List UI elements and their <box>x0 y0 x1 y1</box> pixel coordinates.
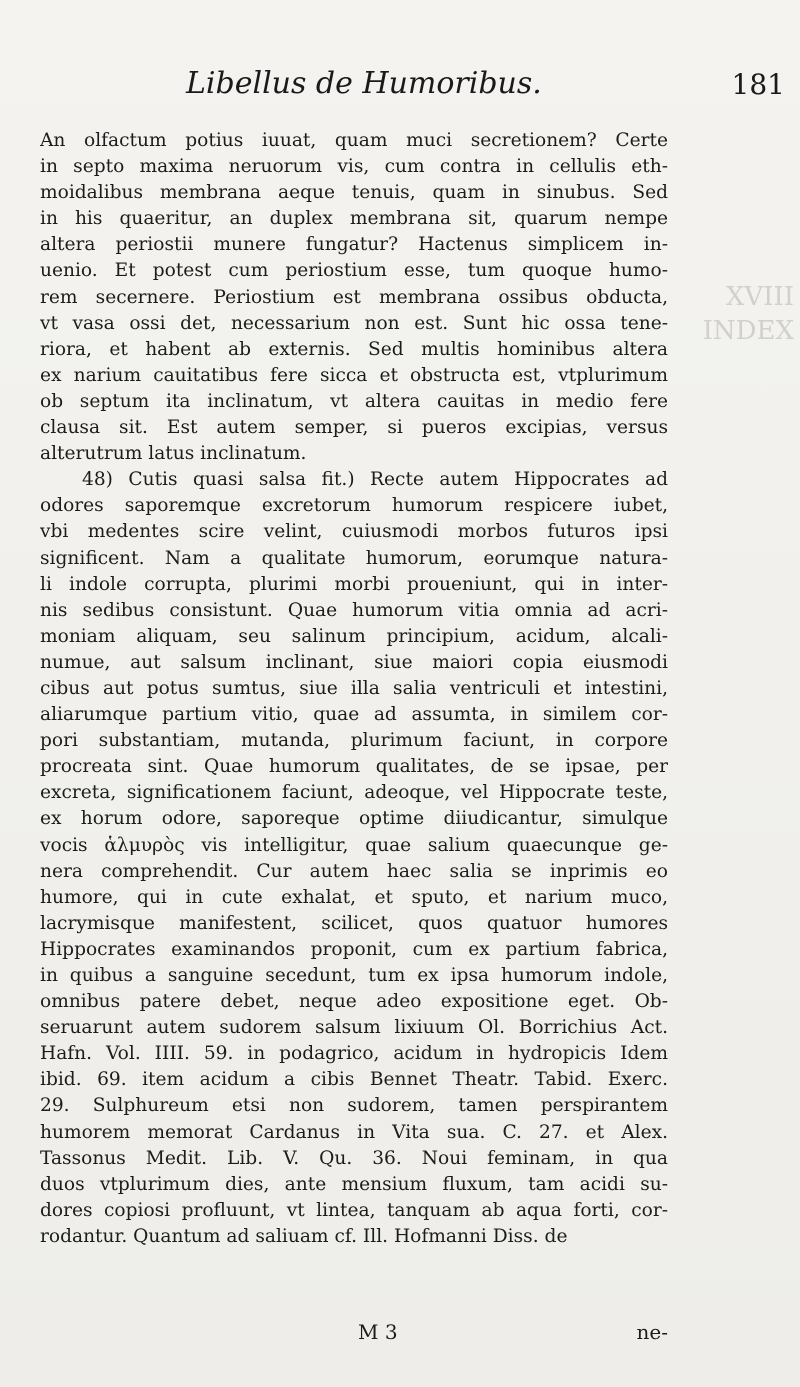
text-line: cibus aut potus sumtus, siue illa salia ventriculi et intestini, <box>40 677 668 699</box>
text-line: uenio. Et potest cum periostium esse, tum quoque humo- <box>40 260 668 282</box>
text-line: duos vtplurimum dies, ante mensium fluxum, tam acidi su- <box>40 1173 668 1195</box>
text-line: vbi medentes scire velint, cuiusmodi morbos futuros ipsi <box>40 521 668 543</box>
text-line: dores copiosi profluunt, vt lintea, tanquam ab aqua forti, cor- <box>40 1199 668 1221</box>
text-line: rodantur. Quantum ad saliuam cf. Ill. Hofmanni Diss. de <box>40 1225 568 1247</box>
bleed-line: XVIII <box>725 282 794 312</box>
text-line: in his quaeritur, an duplex membrana sit, quarum nempe <box>40 208 668 230</box>
text-line: humorem memorat Cardanus in Vita sua. C. 27. et Alex. <box>40 1121 668 1143</box>
text-line: Hafn. Vol. IIII. 59. in podagrico, acidum in hydropicis Idem <box>40 1043 668 1065</box>
text-line: ibid. 69. item acidum a cibis Bennet Theatr. Tabid. Exerc. <box>40 1069 668 1091</box>
text-line: riora, et habent ab externis. Sed multis hominibus altera <box>40 338 668 360</box>
text-line: in septo maxima neruorum vis, cum contra in cellulis eth- <box>40 156 668 178</box>
text-line: odores saporemque excretorum humorum respicere iubet, <box>40 495 668 517</box>
text-line: clausa sit. Est autem semper, si pueros excipias, versus <box>40 417 668 439</box>
running-title: Libellus de Humoribus. <box>186 66 542 101</box>
text-line: procreata sint. Quae humorum qualitates, de se ipsae, per <box>40 756 668 778</box>
catchword: ne- <box>636 1320 668 1344</box>
text-line: in quibus a sanguine secedunt, tum ex ipsa humorum indole, <box>40 965 668 986</box>
text-line: omnibus patere debet, neque adeo expositione eget. Ob- <box>40 991 668 1013</box>
text-line: moniam aliquam, seu salinum principium, acidum, alcali- <box>40 625 668 647</box>
text-line: Hippocrates examinandos proponit, cum ex partium fabrica, <box>40 938 668 960</box>
text-line: ex horum odore, saporeque optime diiudicantur, simulque <box>40 808 668 830</box>
text-line: significent. Nam a qualitate humorum, eorumque natura- <box>40 547 668 569</box>
text-line: seruarunt autem sudorem salsum lixiuum Ol. Borrichius Act. <box>40 1017 668 1039</box>
page-header <box>40 66 785 110</box>
text-line: excreta, significationem faciunt, adeoque, vel Hippocrate teste, <box>40 782 668 804</box>
text-line: ex narium cauitatibus fere sicca et obstructa est, vtplurimum <box>40 364 668 386</box>
text-line: altera periostii munere fungatur? Hactenus simplicem in- <box>40 234 668 256</box>
text-line: nera comprehendit. Cur autem haec salia se inprimis eo <box>40 860 668 882</box>
text-line: vt vasa ossi det, necessarium non est. Sunt hic ossa tene- <box>40 312 668 334</box>
text-line: moidalibus membrana aeque tenuis, quam in sinubus. Sed <box>40 182 668 204</box>
text-line: li indole corrupta, plurimi morbi proueniunt, qui in inter- <box>40 573 668 595</box>
text-line: humore, qui in cute exhalat, et sputo, et narium muco, <box>40 886 668 908</box>
text-line: nis sedibus consistunt. Quae humorum vitia omnia ad acri- <box>40 599 668 621</box>
text-line: ob septum ita inclinatum, vt altera cauitas in medio fere <box>40 390 668 412</box>
text-line: Tassonus Medit. Lib. V. Qu. 36. Noui feminam, in qua <box>40 1147 668 1169</box>
page-footer <box>40 1320 668 1350</box>
bleed-line: INDEX <box>702 316 794 346</box>
text-line: An olfactum potius iuuat, quam muci secretionem? Certe <box>40 130 668 151</box>
body-text <box>40 128 668 1250</box>
text-line: 29. Sulphureum etsi non sudorem, tamen perspirantem <box>40 1095 668 1117</box>
signature-mark: M 3 <box>358 1320 398 1344</box>
text-line: vocis ἁλμυρὸς vis intelligitur, quae salium quaecunque ge- <box>40 834 668 856</box>
text-line: rem secernere. Periostium est membrana ossibus obducta, <box>40 286 668 308</box>
text-line: 48) Cutis quasi salsa fit.) Recte autem Hippocrates ad <box>82 469 668 491</box>
show-through-text <box>674 280 800 900</box>
text-line: lacrymisque manifestent, scilicet, quos quatuor humores <box>40 912 668 934</box>
page-number: 181 <box>731 68 785 101</box>
text-line: alterutrum latus inclinatum. <box>40 443 307 465</box>
text-line: pori substantiam, mutanda, plurimum faciunt, in corpore <box>40 730 668 752</box>
text-line: numue, aut salsum inclinant, siue maiori copia eiusmodi <box>40 651 668 673</box>
text-line: aliarumque partium vitio, quae ad assumta, in similem cor- <box>40 704 668 726</box>
